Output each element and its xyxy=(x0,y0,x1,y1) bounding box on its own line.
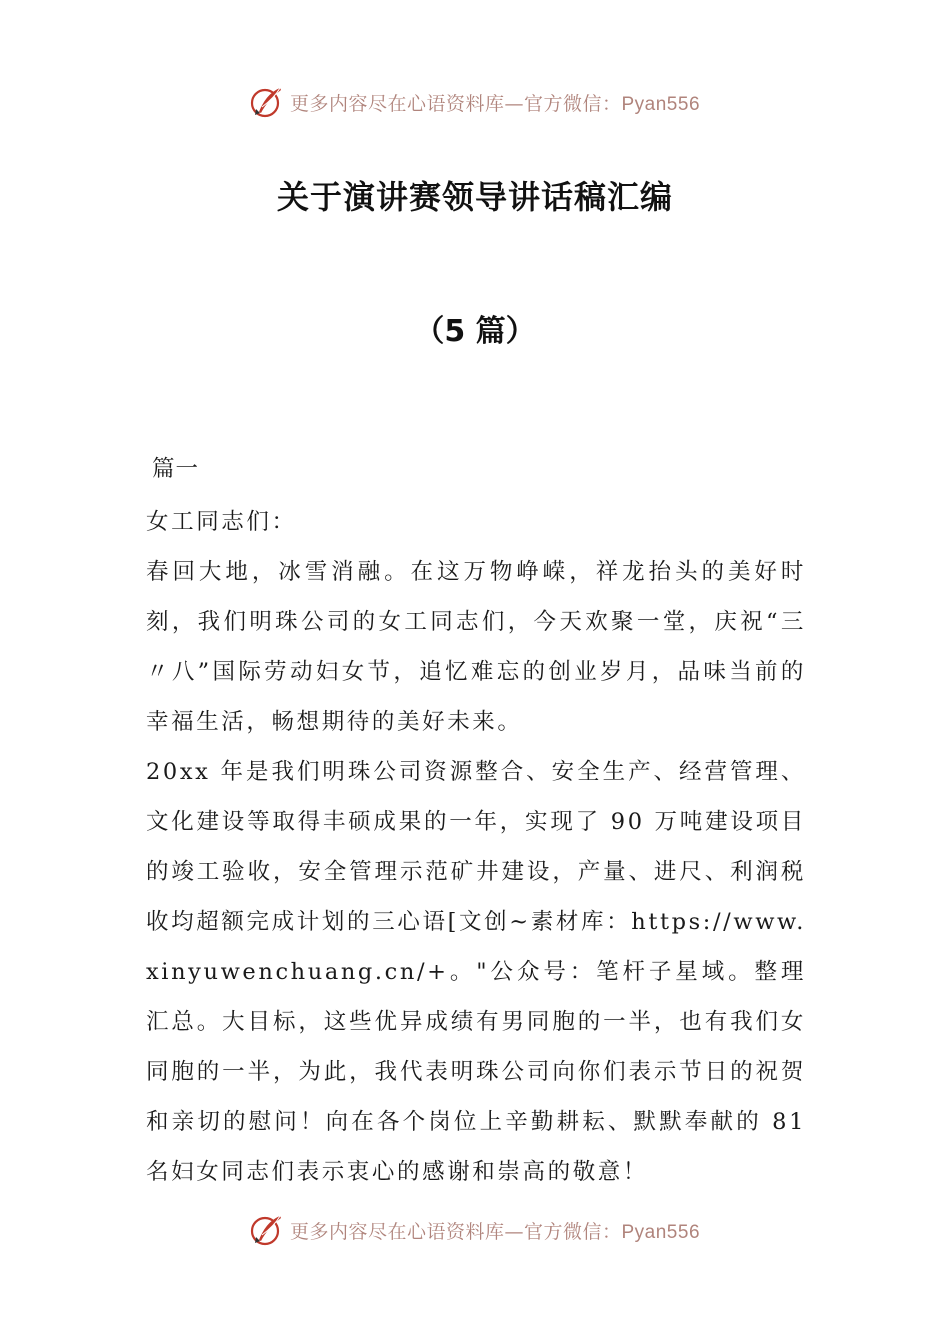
body-paragraph-1: 春回大地，冰雪消融。在这万物峥嵘，祥龙抬头的美好时刻，我们明珠公司的女工同志们，今天欢聚一堂，庆祝“三〃八”国际劳动妇女节，追忆难忘的创业岁月，品味当前的幸福生活，畅想期待的美好未来。 xyxy=(146,559,806,735)
footer-banner-text xyxy=(290,1217,700,1244)
header-banner xyxy=(0,82,950,122)
document-subtitle: （5 篇） xyxy=(414,314,536,349)
document-title: 关于演讲赛领导讲话稿汇编 xyxy=(276,178,673,216)
section-label: 篇一 xyxy=(152,456,200,482)
header-wechat-id: Pyan556 xyxy=(621,93,701,115)
footer-wechat-id: Pyan556 xyxy=(621,1221,701,1243)
header-banner-label: 更多内容尽在心语资料库—官方微信： xyxy=(289,92,622,115)
footer-banner-label: 更多内容尽在心语资料库—官方微信： xyxy=(289,1220,622,1243)
feather-pen-logo-icon xyxy=(250,85,284,119)
feather-pen-logo-icon xyxy=(250,1213,284,1247)
footer-banner xyxy=(0,1210,950,1250)
document-body xyxy=(146,444,806,1197)
body-paragraph-2: 20xx 年是我们明珠公司资源整合、安全生产、经营管理、文化建设等取得丰硕成果的一年，实现了 90 万吨建设项目的竣工验收，安全管理示范矿井建设，产量、进尺、利润税收均超额完成计划的三心语[文创~素材库：https://www.xinyuwenchuang.cn/+。"公众号：笔杆子星域。整理汇总。大目标，这些优异成绩有男同胞的一半，也有我们女同胞的一半，为此，我代表明珠公司向你们表示节日的祝贺和亲切的慰问！向在各个岗位上辛勤耕耘、默默奉献的 81 名妇女同志们表示衷心的感谢和崇高的敬意！ xyxy=(146,759,806,1185)
salutation: 女工同志们： xyxy=(146,509,297,535)
header-banner-text xyxy=(290,89,700,116)
